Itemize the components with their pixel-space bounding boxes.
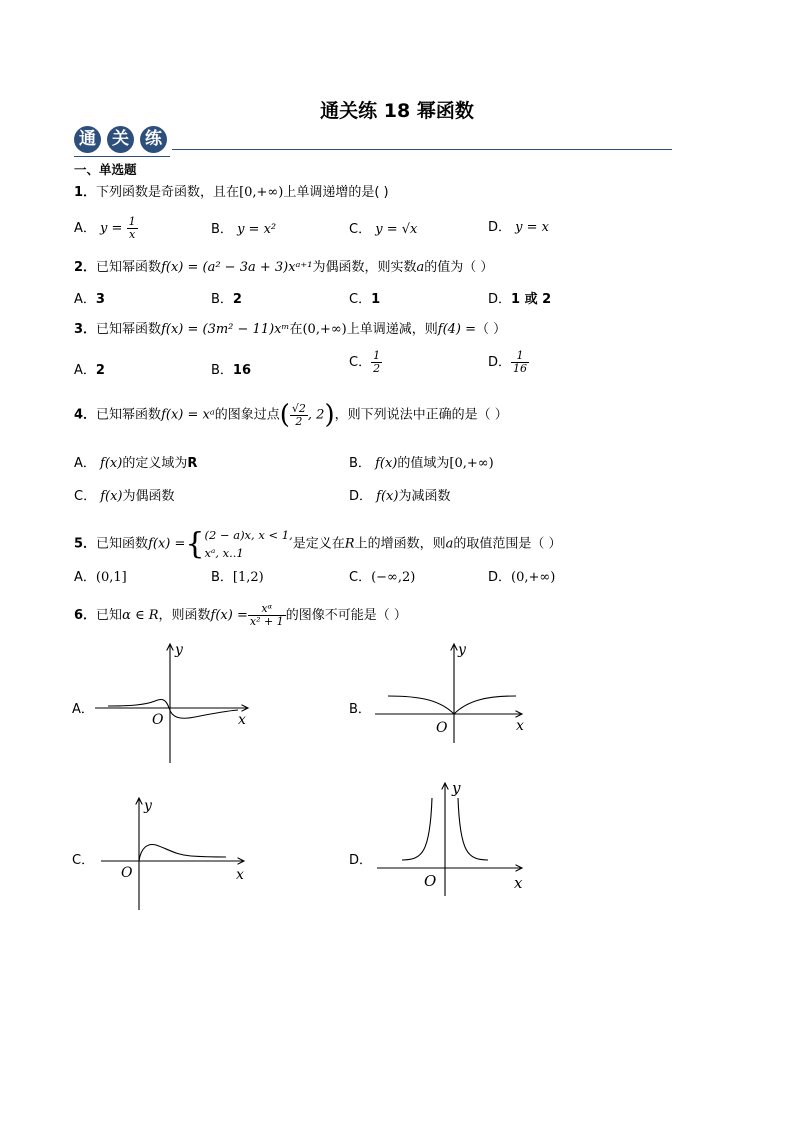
- q6-option-b-label: B．: [349, 702, 371, 717]
- option-label: D．: [488, 220, 512, 235]
- question-text: 已知幂函数: [96, 322, 162, 337]
- paren-close: ): [324, 400, 335, 430]
- option-label: B．: [349, 456, 371, 471]
- case-2: xᵃ, x..1: [204, 546, 244, 560]
- y-label: y: [175, 642, 183, 658]
- question-3: [74, 318, 506, 337]
- q4-option-d: [349, 485, 450, 504]
- question-text: 上单调递增的是( ): [283, 185, 389, 200]
- y-label: y: [144, 798, 152, 814]
- fraction-denominator: x: [128, 228, 136, 241]
- question-4: [74, 400, 508, 430]
- curve-left: [402, 798, 432, 860]
- graph-a: [90, 638, 260, 766]
- x-label: x: [516, 718, 524, 734]
- q2-option-b: [211, 288, 242, 307]
- interval: [0,+∞): [239, 185, 284, 200]
- option-label: A．: [74, 456, 96, 471]
- q2-option-a: [74, 288, 105, 307]
- q6-option-d-label: D．: [349, 853, 373, 868]
- question-text: 已知: [96, 608, 123, 623]
- q1-option-b: [211, 218, 276, 237]
- fraction-denominator: 2: [373, 362, 381, 375]
- question-text: （ ）: [476, 322, 507, 337]
- option-expr: y = x: [515, 220, 549, 235]
- question-text: 为偶函数，则实数: [312, 260, 417, 275]
- option-label: D．: [488, 570, 512, 585]
- math-expression: f(x): [375, 456, 398, 471]
- question-text: 上单调递减，则: [346, 322, 438, 337]
- question-text: 的值为（ ）: [424, 260, 494, 275]
- interval: (0,+∞): [302, 322, 347, 337]
- q3-option-c: [349, 350, 382, 375]
- fraction-numerator: 1: [128, 215, 136, 228]
- option-label: B．: [211, 570, 233, 585]
- question-1: [74, 181, 389, 200]
- q2-option-d: [488, 288, 551, 307]
- option-label: A．: [74, 221, 96, 236]
- option-text: 为偶函数: [122, 489, 175, 504]
- q4-option-c: [74, 485, 175, 504]
- question-text: 在: [289, 322, 303, 337]
- fraction-denominator: x² + 1: [249, 615, 284, 628]
- q1-option-c: [349, 218, 417, 237]
- option-text: 1: [371, 292, 381, 307]
- q5-option-b: [211, 566, 264, 585]
- q5-option-d: [488, 566, 555, 585]
- fraction-denominator: 2: [295, 414, 303, 428]
- curve-right: [458, 798, 488, 860]
- fraction: [290, 403, 308, 428]
- math-expression: f(x) = xᵃ: [161, 407, 215, 423]
- interval: [0,+∞): [449, 456, 494, 471]
- option-label: C．: [74, 489, 97, 504]
- x-label: x: [514, 874, 523, 892]
- option-label: D．: [349, 489, 373, 504]
- option-label: D．: [488, 292, 512, 307]
- option-text: 1 或 2: [511, 292, 552, 307]
- logo-char: 关: [107, 126, 134, 153]
- option-label: B．: [211, 292, 233, 307]
- graph-c: [96, 793, 251, 913]
- option-label: A．: [74, 363, 96, 378]
- q4-option-a: [74, 452, 197, 471]
- fraction-denominator: 16: [513, 362, 528, 375]
- fraction-numerator: xᵅ: [248, 603, 286, 616]
- piecewise-cases: [204, 526, 292, 562]
- question-number: 6．: [74, 608, 97, 623]
- option-text: (0,1]: [95, 570, 127, 585]
- question-text: ，则下列说法中正确的是（ ）: [334, 407, 508, 423]
- option-text: R: [187, 456, 198, 471]
- option-label: A．: [74, 570, 96, 585]
- option-label: D．: [488, 355, 512, 370]
- math-variable: a: [445, 536, 454, 552]
- header-rule: [172, 149, 672, 150]
- option-label: C．: [349, 355, 372, 370]
- page-title: 通关练 18 幂函数: [320, 100, 474, 122]
- option-text: 3: [95, 292, 105, 307]
- q1-option-d: [488, 216, 549, 235]
- question-number: 2．: [74, 260, 97, 275]
- question-text: 上的增函数，则: [354, 536, 446, 552]
- option-expr: y = √x: [375, 222, 418, 237]
- math-expression: f(x) = (a² − 3a + 3)xᵃ⁺¹: [161, 260, 313, 275]
- option-text: 的定义域为: [122, 456, 188, 471]
- option-expr: y =: [100, 221, 123, 236]
- math-expression: f(4) =: [437, 322, 477, 337]
- origin-label: O: [436, 720, 448, 736]
- question-text: 已知幂函数: [96, 407, 162, 423]
- section-heading: 一、单选题: [74, 162, 137, 177]
- curve: [108, 699, 238, 718]
- y-label: y: [452, 779, 461, 797]
- q5-option-a: [74, 566, 127, 585]
- origin-label: O: [152, 712, 164, 728]
- q3-option-d: [488, 350, 529, 375]
- option-expr: y = x²: [237, 222, 277, 237]
- question-text: 是定义在: [292, 536, 345, 552]
- logo: [74, 126, 174, 156]
- graph-b: [370, 638, 535, 746]
- y-label: y: [458, 642, 466, 658]
- q5-option-c: [349, 566, 415, 585]
- option-text: 16: [232, 363, 252, 378]
- math-expression: f(x): [100, 456, 123, 471]
- question-number: 4．: [74, 407, 97, 423]
- question-text: 的图象过点: [214, 407, 280, 423]
- option-text: [1,2): [232, 570, 264, 585]
- question-number: 3．: [74, 322, 97, 337]
- q3-option-a: [74, 359, 105, 378]
- fraction: [511, 350, 529, 375]
- question-text: 下列函数是奇函数，且在: [96, 185, 240, 200]
- math-expression: α ∈ R: [122, 608, 159, 623]
- case-1: (2 − a)x, x < 1,: [204, 528, 293, 542]
- x-label: x: [238, 712, 246, 728]
- math-variable: R: [344, 536, 355, 552]
- question-number: 1．: [74, 185, 97, 200]
- option-text: 2: [232, 292, 242, 307]
- option-text: (−∞,2): [371, 570, 416, 585]
- q1-option-a: [74, 216, 138, 241]
- q2-option-c: [349, 288, 380, 307]
- paren-open: (: [279, 400, 290, 430]
- fraction: [371, 350, 382, 375]
- option-text: 为减函数: [398, 489, 451, 504]
- option-label: A．: [74, 292, 96, 307]
- logo-char: 通: [74, 126, 101, 153]
- question-text: 已知函数: [96, 536, 149, 552]
- header-rule-short: [74, 156, 170, 157]
- x-label: x: [236, 867, 244, 883]
- question-text: 的图像不可能是（ ）: [285, 608, 407, 623]
- option-text: (0,+∞): [511, 570, 556, 585]
- origin-label: O: [424, 872, 437, 890]
- fraction-numerator: √2: [291, 401, 306, 415]
- option-text: 的值域为: [397, 456, 450, 471]
- q4-option-b: [349, 452, 494, 471]
- curve-right: [454, 696, 516, 714]
- q3-option-b: [211, 359, 251, 378]
- math-expression: f(x): [376, 489, 399, 504]
- math-variable: a: [416, 260, 425, 275]
- option-label: C．: [349, 570, 372, 585]
- q6-option-a-label: A．: [72, 702, 94, 717]
- math-expression: f(x) = (3m² − 11)xᵐ: [161, 322, 290, 337]
- option-label: B．: [211, 363, 233, 378]
- fraction: [127, 216, 138, 241]
- math-expression: f(x) =: [148, 536, 186, 552]
- question-text: 的取值范围是（ ）: [453, 536, 562, 552]
- question-5: [74, 526, 562, 562]
- logo-char: 练: [140, 126, 167, 153]
- option-text: 2: [95, 363, 105, 378]
- origin-label: O: [121, 865, 133, 881]
- curve-left: [388, 696, 454, 714]
- fraction-numerator: 1: [511, 350, 529, 363]
- option-label: C．: [349, 292, 372, 307]
- q6-option-c-label: C．: [72, 853, 95, 868]
- question-number: 5．: [74, 536, 97, 552]
- option-label: B．: [211, 222, 233, 237]
- option-label: C．: [349, 222, 372, 237]
- curve: [139, 845, 226, 861]
- brace: {: [185, 526, 205, 562]
- fraction-numerator: 1: [373, 349, 381, 362]
- question-text: 已知幂函数: [96, 260, 162, 275]
- math-expression: f(x) =: [210, 608, 248, 623]
- math-expression: , 2: [307, 407, 325, 423]
- math-expression: f(x): [100, 489, 123, 504]
- question-2: [74, 256, 493, 275]
- graph-d: [372, 778, 537, 898]
- question-6: [74, 603, 407, 628]
- question-text: ，则函数: [158, 608, 211, 623]
- fraction: [248, 603, 286, 628]
